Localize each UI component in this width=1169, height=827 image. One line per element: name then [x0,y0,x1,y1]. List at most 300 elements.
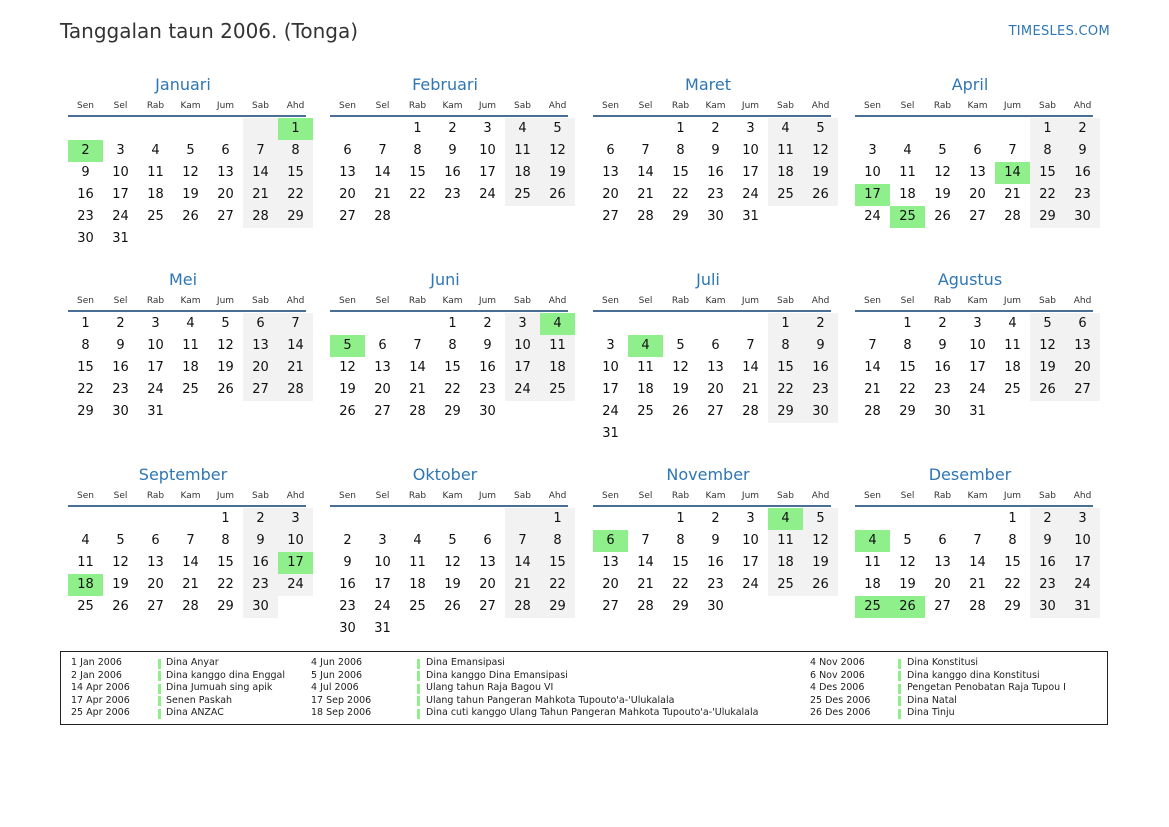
day-cell: 21 [637,187,654,202]
weekday-label: Ahd [548,101,567,111]
day-cell: 19 [803,552,838,574]
day-cell: 15 [672,555,689,570]
day-cell: 11 [768,530,803,552]
day-cell: 19 [444,577,461,592]
day-cell: 18 [899,187,916,202]
day-cell: 20 [339,187,356,202]
day-cell: 29 [77,404,94,419]
weekday-label: Sab [514,491,531,501]
day-cell: 31 [602,426,619,441]
day-cell: 9 [81,165,90,180]
day-cell: 24 [602,404,619,419]
day-cell: 14 [864,360,881,375]
empty-day-cell [400,313,435,335]
day-cell: 26 [803,574,838,596]
legend-date: 1 Jan 2006 [71,657,122,668]
day-cell: 25 [77,599,94,614]
weekday-label: Rab [146,101,165,111]
day-cell: 19 [899,577,916,592]
day-cell: 15 [77,360,94,375]
weekday-label: Rab [933,296,952,306]
weekday-label: Ahd [1073,491,1092,501]
empty-day-cell [995,118,1030,140]
day-cell: 5 [540,118,575,140]
day-cell: 28 [409,404,426,419]
day-cell: 20 [602,187,619,202]
day-cell: 16 [707,165,724,180]
weekday-label: Sel [113,296,128,306]
day-cell: 6 [378,338,387,353]
empty-day-cell [330,313,365,335]
day-cell: 30 [243,596,278,618]
day-cell: 10 [742,533,759,548]
empty-day-cell [243,401,278,423]
day-cell: 2 [448,121,457,136]
empty-day-cell [925,118,960,140]
day-cell: 2 [1030,508,1065,530]
day-cell: 9 [116,338,125,353]
legend-holiday-name: Dina kanggo Dina Emansipasi [426,669,568,681]
day-cell: 16 [479,360,496,375]
day-cell: 4 [413,533,422,548]
day-cell: 8 [540,530,575,552]
day-cell: 26 [934,209,951,224]
day-cell: 7 [413,338,422,353]
holiday-day-cell: 4 [768,508,803,530]
day-cell: 30 [934,404,951,419]
empty-day-cell [803,423,838,445]
month-title: September [138,465,228,484]
day-cell: 24 [969,382,986,397]
day-cell: 22 [278,184,313,206]
day-cell: 30 [479,404,496,419]
day-cell: 18 [637,382,654,397]
month-mei [60,269,306,423]
holiday-day-cell: 26 [890,596,925,618]
day-cell: 26 [540,184,575,206]
day-cell: 8 [903,338,912,353]
day-cell: 16 [444,165,461,180]
day-cell: 30 [1030,596,1065,618]
day-cell: 14 [969,555,986,570]
day-cell: 23 [339,599,356,614]
days-grid [855,118,1093,228]
day-cell: 26 [217,382,234,397]
legend-marker [158,709,161,719]
weekday-label: Jum [216,296,235,306]
weekday-label: Sen [339,101,356,111]
day-cell: 10 [278,530,313,552]
weekday-label: Ahd [811,101,830,111]
day-cell: 24 [147,382,164,397]
legend-date: 4 Jul 2006 [311,682,359,694]
month-title: November [666,465,750,484]
weekday-label: Ahd [1073,296,1092,306]
day-cell: 4 [151,143,160,158]
day-cell: 9 [483,338,492,353]
weekday-label: Kam [967,296,988,306]
day-cell: 19 [112,577,129,592]
day-cell: 8 [676,143,685,158]
weekday-label: Sel [113,491,128,501]
empty-day-cell [768,596,803,618]
day-cell: 1 [448,316,457,331]
day-cell: 19 [182,187,199,202]
month-title: Mei [168,270,198,289]
weekday-label: Sen [602,101,619,111]
holiday-day-cell: 6 [593,530,628,552]
empty-day-cell [103,118,138,140]
empty-day-cell [278,401,313,423]
day-cell: 13 [602,555,619,570]
day-cell: 3 [973,316,982,331]
day-cell: 3 [378,533,387,548]
day-cell: 13 [1065,335,1100,357]
day-cell: 22 [672,187,689,202]
holiday-day-cell: 4 [628,335,663,357]
day-cell: 4 [81,533,90,548]
empty-day-cell [400,206,435,228]
weekday-header [855,487,1093,507]
weekday-label: Kam [705,101,726,111]
day-cell: 14 [637,165,654,180]
empty-day-cell [1065,401,1100,423]
day-cell: 23 [77,209,94,224]
day-cell: 18 [864,577,881,592]
empty-day-cell [698,313,733,335]
empty-day-cell [593,118,628,140]
month-november [585,464,831,618]
day-cell: 19 [672,382,689,397]
day-cell: 9 [711,143,720,158]
day-cell: 21 [278,357,313,379]
day-cell: 14 [505,552,540,574]
day-cell: 17 [742,555,759,570]
day-cell: 18 [409,577,426,592]
day-cell: 28 [1004,209,1021,224]
weekday-label: Sel [113,101,128,111]
day-cell: 27 [339,209,356,224]
weekday-label: Sen [864,296,881,306]
weekday-label: Sab [252,101,269,111]
day-cell: 16 [934,360,951,375]
day-cell: 17 [602,382,619,397]
day-cell: 14 [409,360,426,375]
empty-day-cell [278,228,313,250]
day-cell: 8 [413,143,422,158]
day-cell: 31 [374,621,391,636]
empty-day-cell [138,228,173,250]
day-cell: 15 [409,165,426,180]
day-cell: 8 [448,338,457,353]
day-cell: 30 [803,401,838,423]
day-cell: 18 [768,552,803,574]
day-cell: 16 [707,555,724,570]
month-title: Oktober [412,465,478,484]
month-agustus [847,269,1093,423]
day-cell: 31 [1065,596,1100,618]
weekday-label: Jum [1003,491,1022,501]
day-cell: 22 [672,577,689,592]
weekday-label: Jum [478,296,497,306]
weekday-label: Jum [478,491,497,501]
day-cell: 3 [746,511,755,526]
day-cell: 1 [1008,511,1017,526]
day-cell: 24 [278,574,313,596]
day-cell: 13 [934,555,951,570]
legend-marker [158,696,161,706]
day-cell: 11 [864,555,881,570]
day-cell: 5 [116,533,125,548]
day-cell: 25 [540,379,575,401]
day-cell: 21 [505,574,540,596]
day-cell: 29 [768,401,803,423]
day-cell: 16 [243,552,278,574]
day-cell: 7 [746,338,755,353]
legend-holiday-name: Pengetan Penobatan Raja Tupou I [907,682,1066,694]
day-cell: 25 [182,382,199,397]
day-cell: 19 [934,187,951,202]
day-cell: 25 [637,404,654,419]
month-april [847,74,1093,228]
empty-day-cell [733,423,768,445]
day-cell: 10 [602,360,619,375]
day-cell: 14 [742,360,759,375]
weekday-label: Ahd [1073,101,1092,111]
day-cell: 10 [742,143,759,158]
day-cell: 1 [413,121,422,136]
weekday-label: Ahd [548,296,567,306]
day-cell: 23 [1030,574,1065,596]
weekday-label: Sen [339,296,356,306]
weekday-label: Jum [216,491,235,501]
day-cell: 4 [903,143,912,158]
day-cell: 12 [540,140,575,162]
day-cell: 22 [540,574,575,596]
empty-day-cell [505,401,540,423]
weekday-label: Sel [900,491,915,501]
day-cell: 11 [77,555,94,570]
empty-day-cell [663,313,698,335]
day-cell: 7 [868,338,877,353]
weekday-label: Kam [180,491,201,501]
legend-marker [898,684,901,694]
empty-day-cell [663,423,698,445]
days-grid [68,118,306,250]
day-cell: 29 [278,206,313,228]
day-cell: 28 [864,404,881,419]
empty-day-cell [208,228,243,250]
day-cell: 3 [868,143,877,158]
day-cell: 13 [969,165,986,180]
legend-marker [417,684,420,694]
day-cell: 3 [606,338,615,353]
weekday-label: Ahd [286,296,305,306]
legend-marker [898,709,901,719]
day-cell: 15 [444,360,461,375]
day-cell: 26 [672,404,689,419]
site-link[interactable]: TIMESLES.COM [1008,24,1110,39]
empty-day-cell [803,596,838,618]
day-cell: 15 [540,552,575,574]
day-cell: 9 [448,143,457,158]
empty-day-cell [855,313,890,335]
month-title: April [951,75,989,94]
legend-holiday-name: Dina Konstitusi [907,657,979,668]
day-cell: 9 [938,338,947,353]
empty-day-cell [330,508,365,530]
day-cell: 6 [938,533,947,548]
day-cell: 7 [641,533,650,548]
empty-day-cell [208,401,243,423]
empty-day-cell [173,508,208,530]
empty-day-cell [470,618,505,640]
day-cell: 23 [707,187,724,202]
day-cell: 13 [374,360,391,375]
weekday-label: Sen [77,491,94,501]
day-cell: 15 [899,360,916,375]
weekday-label: Rab [671,296,690,306]
day-cell: 16 [112,360,129,375]
day-cell: 27 [969,209,986,224]
weekday-label: Sen [339,491,356,501]
empty-day-cell [278,596,313,618]
empty-day-cell [505,508,540,530]
weekday-label: Sab [1039,296,1056,306]
day-cell: 9 [1065,140,1100,162]
legend-date: 26 Des 2006 [810,707,871,719]
day-cell: 22 [217,577,234,592]
day-cell: 9 [343,555,352,570]
day-cell: 11 [409,555,426,570]
day-cell: 10 [479,143,496,158]
day-cell: 4 [1008,316,1017,331]
empty-day-cell [365,313,400,335]
day-cell: 14 [374,165,391,180]
day-cell: 17 [479,165,496,180]
day-cell: 17 [374,577,391,592]
legend-date: 17 Apr 2006 [71,694,130,706]
weekday-label: Sen [864,101,881,111]
day-cell: 16 [1065,162,1100,184]
legend-marker [898,696,901,706]
legend-holiday-name: Dina Anyar [166,657,219,668]
day-cell: 6 [243,313,278,335]
day-cell: 21 [374,187,391,202]
day-cell: 3 [151,316,160,331]
empty-day-cell [803,206,838,228]
legend-date: 25 Des 2006 [810,694,871,706]
days-grid [330,118,568,228]
day-cell: 25 [147,209,164,224]
weekday-label: Sen [77,101,94,111]
day-cell: 29 [1030,206,1065,228]
day-cell: 18 [768,162,803,184]
legend-holiday-name: Dina Jumuah sing apik [166,682,273,694]
day-cell: 28 [742,404,759,419]
day-cell: 26 [1030,379,1065,401]
day-cell: 9 [711,533,720,548]
day-cell: 8 [676,533,685,548]
weekday-header [593,292,831,312]
day-cell: 21 [409,382,426,397]
weekday-header [855,97,1093,117]
legend-date: 2 Jan 2006 [71,669,122,681]
empty-day-cell [960,508,995,530]
holiday-day-cell: 2 [68,140,103,162]
day-cell: 11 [182,338,199,353]
day-cell: 20 [707,382,724,397]
day-cell: 3 [483,121,492,136]
legend-marker [417,659,420,669]
day-cell: 15 [1004,555,1021,570]
weekday-label: Sel [900,101,915,111]
day-cell: 23 [934,382,951,397]
empty-day-cell [890,118,925,140]
day-cell: 5 [221,316,230,331]
holiday-day-cell: 17 [278,552,313,574]
day-cell: 5 [676,338,685,353]
empty-day-cell [365,508,400,530]
day-cell: 25 [1004,382,1021,397]
day-cell: 25 [409,599,426,614]
empty-day-cell [540,401,575,423]
weekday-label: Ahd [811,296,830,306]
weekday-label: Kam [180,101,201,111]
empty-day-cell [243,228,278,250]
weekday-label: Ahd [811,491,830,501]
month-september [60,464,306,618]
day-cell: 23 [707,577,724,592]
day-cell: 29 [672,209,689,224]
holiday-day-cell: 4 [855,530,890,552]
holiday-day-cell: 25 [855,596,890,618]
day-cell: 16 [1030,552,1065,574]
day-cell: 27 [934,599,951,614]
day-cell: 27 [479,599,496,614]
empty-day-cell [593,508,628,530]
day-cell: 5 [803,118,838,140]
day-cell: 21 [742,382,759,397]
weekday-label: Sel [375,296,390,306]
day-cell: 7 [186,533,195,548]
month-title: Januari [155,75,211,94]
month-title: Agustus [937,270,1003,289]
holiday-day-cell: 25 [890,206,925,228]
day-cell: 8 [768,335,803,357]
legend-holiday-name: Dina ANZAC [166,707,224,719]
weekday-label: Sab [777,296,794,306]
holiday-day-cell: 18 [68,574,103,596]
empty-day-cell [173,401,208,423]
day-cell: 21 [243,184,278,206]
day-cell: 11 [637,360,654,375]
days-grid [593,118,831,228]
day-cell: 26 [803,184,838,206]
day-cell: 23 [243,574,278,596]
legend-date: 4 Nov 2006 [810,657,865,668]
day-cell: 16 [77,187,94,202]
day-cell: 27 [602,209,619,224]
day-cell: 22 [409,187,426,202]
weekday-label: Rab [146,491,165,501]
weekday-label: Rab [933,101,952,111]
weekday-label: Rab [933,491,952,501]
day-cell: 7 [378,143,387,158]
legend-date: 25 Apr 2006 [71,707,130,719]
day-cell: 8 [1030,140,1065,162]
month-juni [322,269,568,423]
